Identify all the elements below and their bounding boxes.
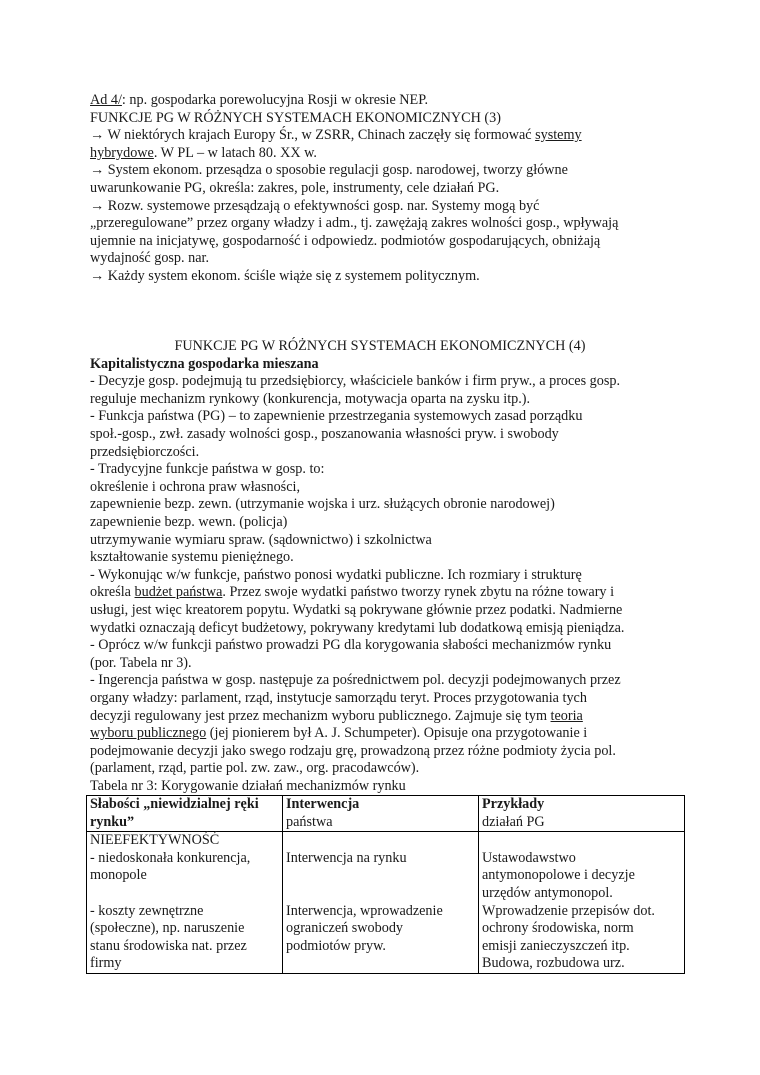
section4-line7: określenie i ochrona praw własności, [90, 478, 300, 495]
ad4-label: Ad 4/ [90, 92, 122, 108]
systemy-hybrydowe-link: systemy [535, 127, 582, 144]
cell-weaknesses [87, 832, 283, 974]
cell-weaknesses-line5: (społeczne), np. naruszenie [90, 920, 245, 937]
header-weaknesses [87, 796, 283, 832]
cell-weaknesses-line2: - niedoskonała konkurencja, [90, 849, 251, 866]
header-intervention-line1: Interwencja [286, 796, 360, 812]
section4-line4: społ.-gosp., zwł. zasady wolności gosp., poszanowania własności pryw. i swobody [90, 426, 559, 442]
teoria-link: teoria [550, 707, 583, 724]
table-header-row [87, 796, 685, 832]
section4-line21 [90, 725, 587, 743]
section4-line11: kształtowanie systemu pieniężnego. [90, 549, 294, 566]
table-row [87, 832, 685, 974]
table-caption: Tabela nr 3: Korygowanie działań mechanizmów rynku [90, 778, 406, 794]
cell-weaknesses-line4: - koszty zewnętrzne [90, 902, 204, 919]
section4-line15: wydatki oznaczają deficyt budżetowy, pokrywany kredytami lub dodatkową emisją pieniądza. [90, 619, 625, 636]
section3-p4-line1: → Każdy system ekonom. ściśle wiąże się z systemem politycznym. [90, 268, 480, 284]
cell-intervention-line4: podmiotów pryw. [286, 937, 386, 954]
cell-examples-line5: ochrony środowiska, norm [482, 920, 634, 937]
hybrydowe-link: hybrydowe [90, 144, 154, 161]
section4-line6: - Tradycyjne funkcje państwa w gosp. to: [90, 461, 325, 478]
cell-examples-line7: Budowa, rozbudowa urz. [482, 955, 625, 972]
header-weaknesses-line1: Słabości „niewidzialnej ręki [90, 796, 259, 812]
section4-line9: zapewnienie bezp. wewn. (policja) [90, 514, 288, 530]
cell-intervention-line3: ograniczeń swobody [286, 920, 404, 937]
cell-examples [479, 832, 685, 974]
section4-line13 [90, 584, 614, 602]
cell-weaknesses-line6: stanu środowiska nat. przez [90, 937, 247, 954]
section3-p3-line2: „przeregulowane” przez organy władzy i adm., tj. zawężają zakres wolności gosp., wpływają [90, 215, 619, 232]
section3-p2-line1: → System ekonom. przesądza o sposobie regulacji gosp. narodowej, tworzy główne [90, 162, 568, 179]
section3-p3-line1: → Rozw. systemowe przesądzają o efektywności gosp. nar. Systemy mogą być [90, 197, 540, 214]
wyboru-publicznego-link: wyboru publicznego [90, 725, 207, 742]
section3-heading: FUNKCJE PG W RÓŻNYCH SYSTEMACH EKONOMICZNYCH (3) [90, 109, 501, 126]
section3-p3-line4: wydajność gosp. nar. [90, 250, 209, 267]
header-weaknesses-line2: rynku” [90, 813, 135, 830]
section4-line18: - Ingerencja państwa w gosp. następuje za pośrednictwem pol. decyzji podejmowanych przez [90, 672, 621, 689]
section4-line13-start: określa [90, 584, 135, 601]
header-examples-line2: działań PG [482, 813, 545, 830]
section4-line1: - Decyzje gosp. podejmują tu przedsiębiorcy, właściciele banków i firm pryw., a proces gosp. [90, 373, 621, 390]
cell-intervention-line2: Interwencja, wprowadzenie [286, 902, 443, 919]
section4-line19: organy władzy: parlament, rząd, instytucje samorządu teryt. Proces przygotowania tych [90, 690, 587, 706]
cell-intervention-line1: Interwencja na rynku [286, 849, 407, 866]
cell-weaknesses-line7: firmy [90, 955, 122, 972]
section4-line21-end: (jej pionierem był A. J. Schumpeter). Opisuje ona przygotowanie i [206, 725, 588, 742]
section3-p1-line2 [90, 145, 317, 163]
section3-p1-line1 [90, 127, 582, 145]
section4-line2: reguluje mechanizm rynkowy (konkurencja, motywacja oparta na zysku itp.). [90, 390, 531, 407]
cell-examples-line3: urzędów antymonopol. [482, 884, 613, 901]
section4-line14: usługi, jest więc kreatorem popytu. Wydatki są pokrywane głównie przez podatki. Nadmierne [90, 602, 623, 618]
section4-line20 [90, 708, 583, 726]
section3-p3-line3: ujemnie na inicjatywę, gospodarność i odpowiedz. podmiotów gospodarujących, obniżają [90, 232, 601, 249]
header-intervention [283, 796, 479, 832]
section4-line22: podejmowanie decyzji jako swego rodzaju grę, prowadzoną przez różne podmioty życia pol. [90, 742, 616, 759]
cell-intervention [283, 832, 479, 974]
section4-line3: - Funkcja państwa (PG) – to zapewnienie przestrzegania systemowych zasad porządku [90, 408, 583, 425]
section4-line10: utrzymywanie wymiaru spraw. (sądownictwo) i szkolnictwa [90, 531, 432, 548]
cell-examples-line6: emisji zanieczyszczeń itp. [482, 937, 630, 954]
section4-line20-start: decyzji regulowany jest przez mechanizm wyboru publicznego. Zajmuje się tym [90, 707, 551, 724]
section4-heading: FUNKCJE PG W RÓŻNYCH SYSTEMACH EKONOMICZNYCH (4) [174, 338, 586, 354]
section4-line13-end: . Przez swoje wydatki państwo tworzy rynek zbytu na różne towary i [222, 584, 615, 601]
section4-line12: - Wykonując w/w funkcje, państwo ponosi wydatki publiczne. Ich rozmiary i strukturę [90, 566, 582, 583]
section3-p1-tail: . W PL – w latach 80. XX w. [153, 144, 317, 161]
section4-line17: (por. Tabela nr 3). [90, 654, 192, 671]
cell-examples-line2: antymonopolowe i decyzje [482, 867, 635, 884]
table-3 [86, 795, 685, 974]
section3-p2-line2: uwarunkowanie PG, określa: zakres, pole, instrumenty, cele działań PG. [90, 180, 500, 196]
section4-line16: - Oprócz w/w funkcji państwo prowadzi PG dla korygowania słabości mechanizmów rynku [90, 637, 612, 654]
section4-line5: przedsiębiorczości. [90, 443, 200, 460]
cell-weaknesses-line3: monopole [90, 867, 147, 884]
header-examples [479, 796, 685, 832]
header-examples-line1: Przykłady [482, 796, 545, 812]
budzet-panstwa-link: budżet państwa [134, 584, 223, 601]
section3-p1-text: → W niektórych krajach Europy Śr., w ZSRR, Chinach zaczęły się formować [90, 127, 536, 144]
section4-subheading: Kapitalistyczna gospodarka mieszana [90, 355, 319, 372]
cell-weaknesses-line1: NIEEFEKTYWNOŚĆ [90, 832, 220, 849]
cell-examples-line1: Ustawodawstwo [482, 849, 576, 866]
section4-line8: zapewnienie bezp. zewn. (utrzymanie wojska i urz. służących obronie narodowej) [90, 496, 555, 513]
header-intervention-line2: państwa [286, 813, 333, 830]
cell-examples-line4: Wprowadzenie przepisów dot. [482, 902, 655, 919]
section4-line23: (parlament, rząd, partie pol. zw. zaw., org. pracodawców). [90, 760, 420, 777]
ad4-line [90, 92, 428, 110]
ad4-text: : np. gospodarka porewolucyjna Rosji w okresie NEP. [121, 92, 429, 108]
